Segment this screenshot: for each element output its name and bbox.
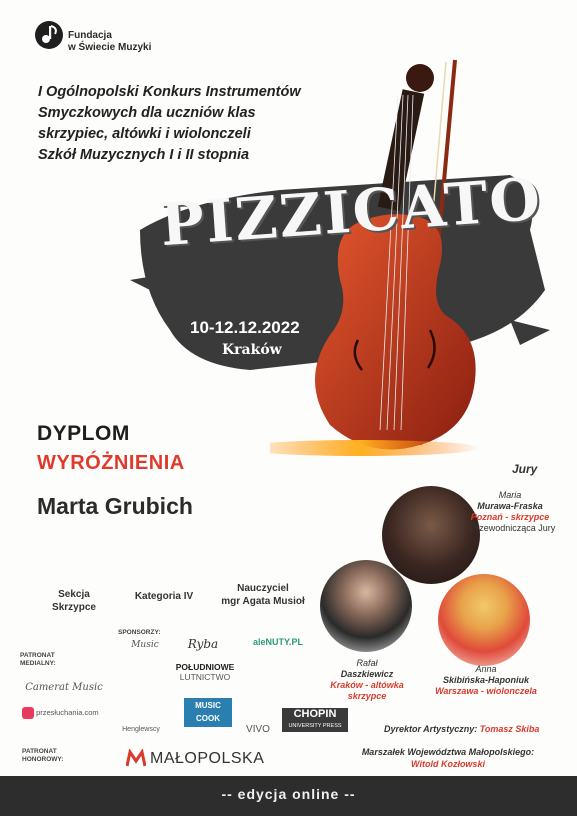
malopolska-name: MAŁOPOLSKA (150, 750, 265, 767)
edition-online-label: -- edycja online -- (221, 786, 356, 802)
event-dates: 10-12.12.2022 (190, 318, 300, 337)
malopolska-logo-icon (126, 749, 146, 767)
media-patronage-label: PATRONAT MEDIALNY: (20, 652, 56, 667)
sponsor-logo-poludniowe: POŁUDNIOWE LUTNICTWO (175, 662, 235, 682)
award-type: WYRÓŻNIENIA (37, 452, 185, 474)
jury-photo-3 (438, 574, 530, 666)
sponsor-logo-alenuty: aleNUTY.PL (252, 637, 303, 647)
sponsor-logo-musiccook: MUSIC COOK (184, 698, 232, 727)
marshal-info: Marszałek Województwa Małopolskiego: Witold Kozłowski (361, 747, 535, 769)
org-name: Fundacja w Świecie Muzyki (68, 30, 152, 53)
sponsors-label: SPONSORZY: (118, 629, 161, 636)
event-title: PIZZICATO (158, 164, 545, 260)
music-note-logo-icon (34, 20, 64, 50)
recipient-name: Marta Grubich (37, 493, 193, 519)
diploma-heading: DYPLOM (37, 422, 130, 445)
violin-illustration (270, 50, 500, 470)
sponsor-logo-vivo: VIVO (246, 724, 270, 735)
section-label: Sekcja Skrzypce (52, 589, 96, 613)
honorary-patronage-label: PATRONAT HONOROWY: (22, 748, 64, 763)
sponsor-logo-ryba: Ryba (187, 637, 219, 651)
jury-photo-2 (320, 560, 412, 652)
event-city: Kraków (222, 342, 282, 358)
teacher-label: Nauczyciel mgr Agata Musioł (221, 583, 305, 607)
jury-caption-3: Anna Skibińska-Haponiuk Warszawa - wiolonczela (435, 664, 537, 696)
category-label: Kategoria IV (134, 591, 194, 602)
jury-caption-1: Maria Murawa-Fraska Poznań - skrzypce - Przewodnicząca Jury (464, 490, 556, 533)
sponsor-logo-camerat: Camerat Music (25, 682, 103, 693)
artistic-director: Dyrektor Artystyczny: Tomasz Skiba (384, 724, 540, 734)
competition-headline: I Ogólnopolski Konkurs Instrumentów Smyczkowych dla uczniów klas skrzypiec, altówki i wiolonczeli Szkół Muzycznych I i II stopnia (38, 84, 301, 163)
przesluchania-icon (22, 707, 34, 719)
sponsor-logo-music: Music (131, 640, 159, 650)
sponsor-logo-chopin: CHOPIN UNIVERSITY PRESS (282, 708, 348, 732)
jury-caption-2: Rafał Daszkiewicz Kraków - altówka skrzypce (330, 658, 404, 701)
jury-heading: Jury (512, 462, 538, 476)
sponsor-logo-henglewscy: Henglewscy (122, 726, 160, 733)
sponsor-logo-przesluchania: przesłuchania.com (22, 707, 106, 719)
